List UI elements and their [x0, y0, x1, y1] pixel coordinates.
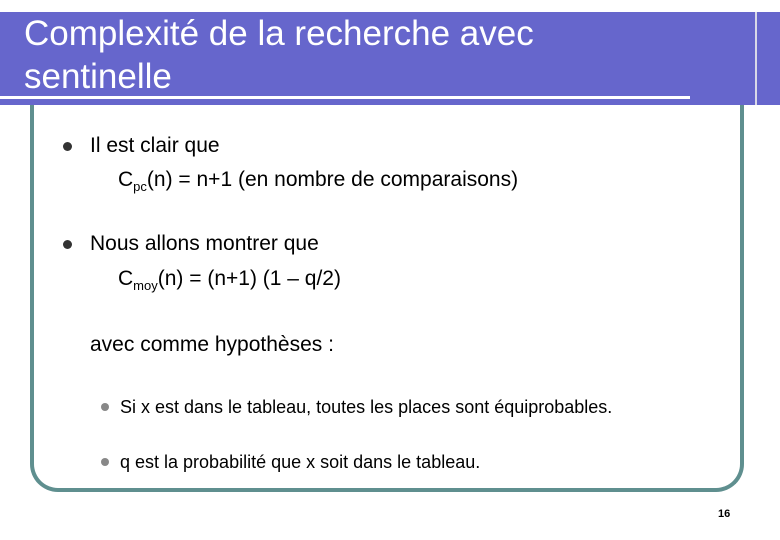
sub-bullet-2-text: q est la probabilité que x soit dans le tableau.	[120, 452, 481, 472]
slide-title	[24, 12, 704, 98]
bullet-marker-1	[63, 142, 72, 151]
title-underline	[0, 96, 690, 99]
formula-2-rest: (n) = (n+1) (1 – q/2)	[157, 267, 341, 290]
content-frame	[30, 105, 744, 492]
formula-1-rest: (n) = n+1 (en nombre de comparaisons)	[146, 168, 519, 191]
bullet-2-formula	[118, 266, 341, 292]
bullet-1-formula	[118, 167, 518, 193]
hypotheses-intro: avec comme hypothèses :	[90, 333, 334, 356]
formula-1-subscript: pc	[133, 179, 147, 194]
formula-1-prefix: C	[118, 168, 134, 191]
formula-2-subscript: moy	[133, 278, 158, 293]
sub-bullet-marker-1	[101, 403, 109, 411]
bullet-2-text: Nous allons montrer que	[90, 232, 319, 255]
sub-bullet-marker-2	[101, 458, 109, 466]
page-number: 16	[718, 508, 731, 520]
slide-title-line2: sentinelle	[24, 57, 172, 96]
title-bar-edge	[755, 12, 780, 105]
bullet-1-text: Il est clair que	[90, 134, 220, 157]
bullet-marker-2	[63, 240, 72, 249]
sub-bullet-1-text: Si x est dans le tableau, toutes les places sont équiprobables.	[120, 397, 613, 417]
slide-title-line1: Complexité de la recherche avec	[24, 14, 534, 53]
formula-2-prefix: C	[118, 267, 134, 290]
